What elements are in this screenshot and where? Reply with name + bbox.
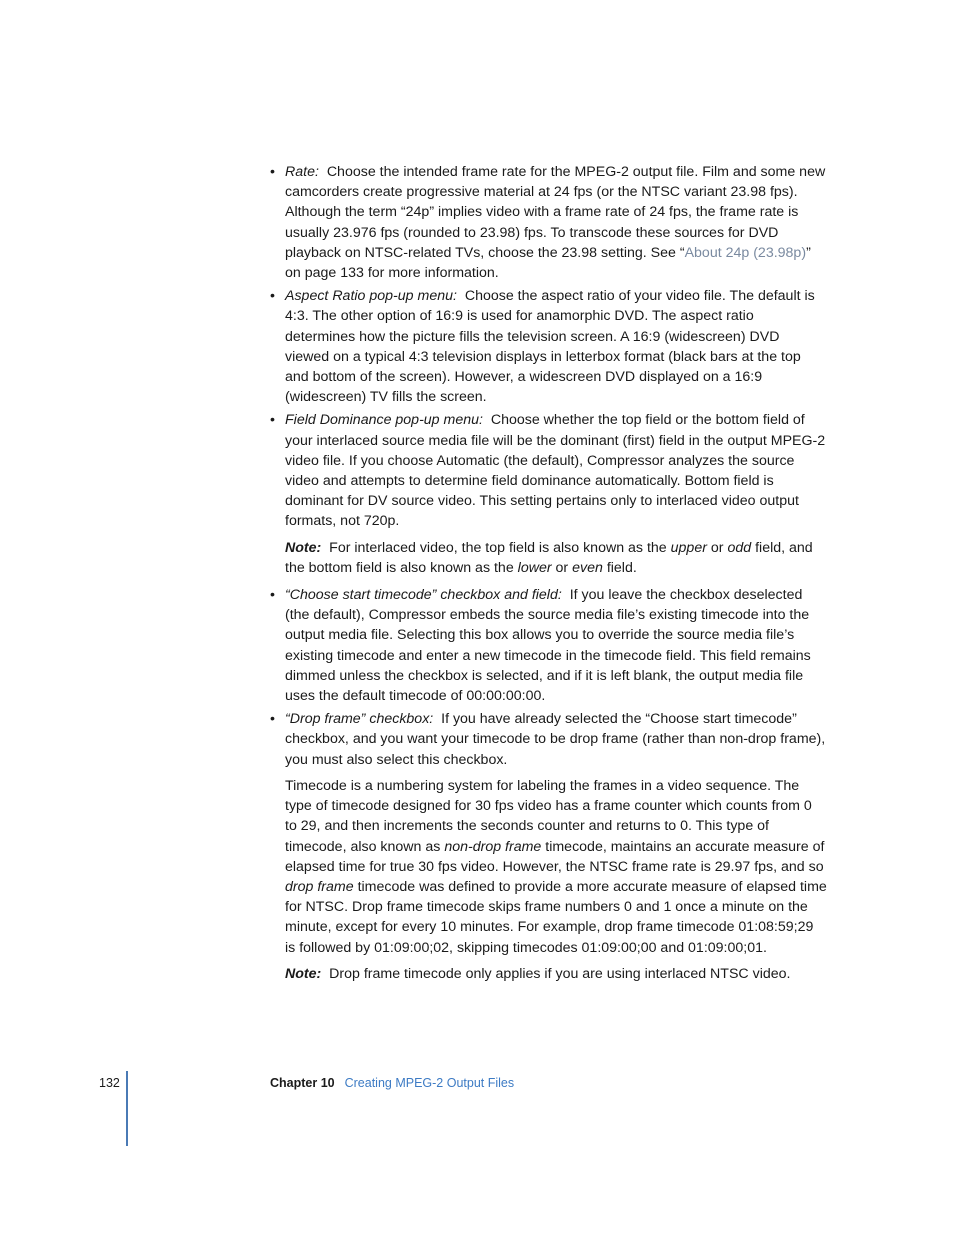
- item-text: Choose the aspect ratio of your video file. The default is 4:3. The other option of 16:9 is used for anamorphic DVD. The aspect ratio determines how the picture fills the television screen. A 16:9 (widescreen) DVD viewed on a typical 4:3 television displays in letterbox format (black bars at the top and bottom of the screen). However, a widescreen DVD displayed on a 16:9 (widescreen) TV fills the screen.: [285, 288, 815, 406]
- bullet-icon: •: [270, 164, 275, 180]
- cross-reference-link[interactable]: About 24p (23.98p): [684, 244, 807, 261]
- note-italic: lower: [517, 559, 552, 576]
- note-paragraph: [285, 538, 827, 578]
- item-text: Choose whether the top field or the bottom field of your interlaced source media file will be the dominant (first) field in the output MPEG-2 video file. If you choose Automatic (the default), Compressor analyzes the source video and attempts to determine field dominance automatically. Bottom field is dominant for DV source video. This setting pertains only to interlaced video output formats, not 720p.: [285, 412, 826, 530]
- page-content: [270, 162, 827, 987]
- item-term: Aspect Ratio pop-up menu:: [285, 288, 457, 305]
- item-term: “Choose start timecode” checkbox and field:: [285, 587, 562, 604]
- item-term: Rate:: [285, 164, 319, 180]
- chapter-label: Chapter 10: [270, 1076, 335, 1090]
- list-item-rate: [270, 162, 827, 283]
- list-item-start-timecode: [270, 585, 827, 706]
- para-italic: drop frame: [285, 878, 354, 895]
- bullet-icon: •: [270, 587, 275, 604]
- note-label: Note:: [285, 965, 322, 982]
- note-text: or: [710, 539, 724, 556]
- note-italic: odd: [727, 539, 752, 556]
- note-label: Note:: [285, 539, 322, 556]
- item-text: Choose the intended frame rate for the MPEG-2 output file. Film and some new camcorders create progressive material at 24 fps (or the NTSC variant 23.98 fps). Although the term “24p” implies video with a frame rate of 24 fps, the frame rate is usually 23.976 fps (rounded to 23.98) fps. To transcode these sources for DVD playback on NTSC-related TVs, choose the 23.98 setting. See “: [285, 164, 826, 261]
- para-italic: non-drop frame: [444, 838, 542, 855]
- bullet-icon: •: [270, 711, 275, 728]
- note-italic: even: [572, 559, 603, 576]
- note-text: For interlaced video, the top field is also known as the: [329, 539, 667, 556]
- list-item-field-dominance: [270, 410, 827, 578]
- chapter-footer: [270, 1073, 514, 1093]
- note-text: field, and the bottom field is also known as the: [285, 539, 813, 576]
- note-italic: upper: [670, 539, 707, 556]
- para-text: timecode, maintains an accurate measure of elapsed time for true 30 fps video. However, the NTSC frame rate is 29.97 fps, and so: [285, 838, 825, 875]
- note-text: field.: [606, 559, 637, 576]
- item-term: “Drop frame” checkbox:: [285, 711, 434, 728]
- item-text: If you have already selected the “Choose start timecode” checkbox, and you want your timecode to be drop frame (rather than non-drop frame), you must also select this checkbox.: [285, 711, 826, 768]
- bullet-icon: •: [270, 288, 275, 305]
- note-text: or: [555, 559, 569, 576]
- list-item-drop-frame: [270, 709, 827, 984]
- bullet-icon: •: [270, 412, 275, 429]
- item-text: If you leave the checkbox deselected (the default), Compressor embeds the source media file’s existing timecode into the output media file. Selecting this box allows you to override the source media file’s existing timecode and enter a new timecode in the timecode field. This field remains dimmed unless the checkbox is selected, and if it is left blank, the output media file uses the default timecode of 00:00:00:00.: [285, 587, 811, 705]
- footer-divider: [126, 1071, 128, 1146]
- item-text-after: ” on page 133 for more information.: [285, 244, 811, 282]
- para-text: Timecode is a numbering system for labeling the frames in a video sequence. The type of timecode designed for 30 fps video has a frame counter which counts from 0 to 29, and then increments the seconds counter and returns to 0. This type of timecode, also known as: [285, 777, 812, 855]
- list-item-aspect-ratio: [270, 286, 827, 407]
- item-term: Field Dominance pop-up menu:: [285, 412, 483, 429]
- timecode-paragraph: [285, 776, 827, 958]
- para-text: timecode was defined to provide a more accurate measure of elapsed time for NTSC. Drop frame timecode skips frame numbers 0 and 1 once a minute on the minute, except for every 10 minutes. For example, drop frame timecode 01:08:59;29 is followed by 01:09:00;02, skipping timecodes 01:09:00;00 and 01:09:00;01.: [285, 878, 827, 956]
- chapter-title-link[interactable]: Creating MPEG-2 Output Files: [344, 1076, 515, 1090]
- note-paragraph: [285, 964, 827, 984]
- page-number: 132: [99, 1076, 120, 1090]
- note-text: Drop frame timecode only applies if you are using interlaced NTSC video.: [329, 965, 791, 982]
